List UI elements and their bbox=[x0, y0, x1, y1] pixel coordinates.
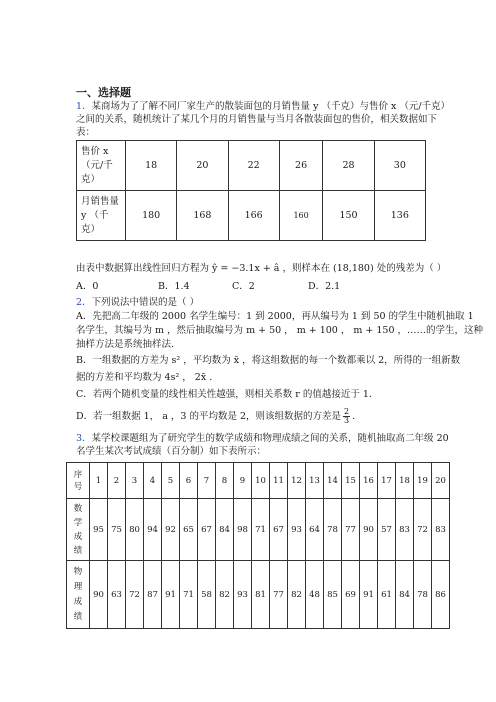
table-cell: 20 bbox=[432, 463, 450, 499]
table-cell: 13 bbox=[306, 463, 324, 499]
q2-option-a-line2: 名学生，其编号为 m ，然后抽取编号为 m + 50 ， m + 100 ， m + 150 ，……的学生，这种 bbox=[76, 325, 484, 336]
table-cell: 93 bbox=[234, 561, 252, 629]
q1-option-b: B．1.4 bbox=[158, 281, 190, 292]
table-cell: 19 bbox=[414, 463, 432, 499]
table-cell: 67 bbox=[198, 499, 216, 561]
table-cell: 150 bbox=[323, 191, 374, 241]
table-cell: 20 bbox=[177, 141, 228, 191]
table-cell: 69 bbox=[342, 561, 360, 629]
table-cell: 93 bbox=[288, 499, 306, 561]
table-cell: 71 bbox=[180, 561, 198, 629]
table-cell: 月销售量 y （千 克） bbox=[77, 191, 126, 241]
table-cell: 7 bbox=[198, 463, 216, 499]
q2-number: 2． bbox=[76, 297, 92, 308]
table-cell: 30 bbox=[374, 141, 425, 191]
table-cell: 92 bbox=[162, 499, 180, 561]
table-cell: 71 bbox=[252, 499, 270, 561]
table-row bbox=[67, 561, 450, 629]
table-cell: 91 bbox=[162, 561, 180, 629]
table-cell: 18 bbox=[126, 141, 177, 191]
table-cell: 78 bbox=[324, 499, 342, 561]
table-cell: 12 bbox=[288, 463, 306, 499]
q2-option-d: D．若一组数据 1， a ，3 的平均数是 2，则该组数据的方差是 $\frac{2}{3}$ . bbox=[76, 407, 356, 425]
table-cell: 77 bbox=[270, 561, 288, 629]
fraction: $\frac{2}{3}$ bbox=[344, 407, 350, 425]
section-title: 一、选择题 bbox=[76, 86, 131, 99]
table-cell: 61 bbox=[378, 561, 396, 629]
table-cell: 售价 x （元/千 克） bbox=[77, 141, 126, 191]
table-cell: 22 bbox=[228, 141, 279, 191]
table-cell: 6 bbox=[180, 463, 198, 499]
table-cell: 80 bbox=[126, 499, 144, 561]
table-cell: 1 bbox=[90, 463, 108, 499]
table-cell: 75 bbox=[108, 499, 126, 561]
q3-line2: 名学生某次考试成绩（百分制）如下表所示： bbox=[76, 446, 267, 457]
table-cell: 78 bbox=[414, 561, 432, 629]
q1-number: 1． bbox=[76, 101, 92, 112]
table-cell: 9 bbox=[234, 463, 252, 499]
table-cell: 82 bbox=[216, 561, 234, 629]
q2-option-b-line1: B．一组数据的方差为 s² ，平均数为 x̄ ，将这组数据的每一个数都乘以 2，所得的一组新数 bbox=[76, 355, 461, 366]
table-cell: 4 bbox=[144, 463, 162, 499]
q1-option-d: D．2.1 bbox=[308, 281, 341, 292]
q1-line1: 1．某商场为了了解不同厂家生产的散装面包的月销售量 y （千克）与售价 x （元/千克） bbox=[76, 101, 451, 112]
q2-option-c: C．若两个随机变量的线性相关性越强，则相关系数 r 的值越接近于 1. bbox=[76, 389, 372, 400]
table-cell: 58 bbox=[198, 561, 216, 629]
q2-stem: 2．下列说法中错误的是（ ） bbox=[76, 297, 200, 308]
table-cell: 14 bbox=[324, 463, 342, 499]
q2-option-b-line2: 据的方差和平均数为 4s² ， 2x̄ . bbox=[76, 372, 213, 383]
table-cell: 17 bbox=[378, 463, 396, 499]
table-cell: 15 bbox=[342, 463, 360, 499]
q2-option-a-line1: A．先把高二年级的 2000 名学生编号：1 到 2000，再从编号为 1 到 50 的学生中随机抽取 1 bbox=[76, 311, 474, 322]
q1-line2: 之间的关系，随机统计了某几个月的月销售量与当月各散装面包的售价，相关数据如下 bbox=[76, 114, 438, 125]
table-cell: 81 bbox=[252, 561, 270, 629]
table-cell: 65 bbox=[180, 499, 198, 561]
table-cell: 83 bbox=[432, 499, 450, 561]
table-cell: 160 bbox=[279, 191, 323, 241]
table-cell: 95 bbox=[90, 499, 108, 561]
table-cell: 86 bbox=[432, 561, 450, 629]
table-cell: 26 bbox=[279, 141, 323, 191]
q1-option-a: A．0 bbox=[76, 281, 99, 292]
table-cell: 85 bbox=[324, 561, 342, 629]
table-cell: 91 bbox=[360, 561, 378, 629]
table-row bbox=[67, 463, 450, 499]
table-cell: 57 bbox=[378, 499, 396, 561]
table-cell: 77 bbox=[342, 499, 360, 561]
q3-number: 3． bbox=[76, 433, 92, 444]
table-cell: 136 bbox=[374, 191, 425, 241]
table-cell: 72 bbox=[126, 561, 144, 629]
table-row bbox=[77, 141, 426, 191]
table-cell: 8 bbox=[216, 463, 234, 499]
q3-table bbox=[66, 462, 450, 629]
table-cell: 63 bbox=[108, 561, 126, 629]
table-cell: 90 bbox=[90, 561, 108, 629]
table-cell: 168 bbox=[177, 191, 228, 241]
table-cell: 10 bbox=[252, 463, 270, 499]
q1-line3: 表： bbox=[76, 127, 96, 138]
table-cell: 67 bbox=[270, 499, 288, 561]
table-cell: 28 bbox=[323, 141, 374, 191]
table-cell: 90 bbox=[360, 499, 378, 561]
table-cell: 5 bbox=[162, 463, 180, 499]
q1-table bbox=[76, 140, 426, 241]
table-cell: 83 bbox=[396, 499, 414, 561]
table-cell: 11 bbox=[270, 463, 288, 499]
table-cell: 物 理 成 绩 bbox=[67, 561, 90, 629]
table-cell: 84 bbox=[396, 561, 414, 629]
table-cell: 18 bbox=[396, 463, 414, 499]
table-cell: 16 bbox=[360, 463, 378, 499]
q1-regression-line: 由表中数据算出线性回归方程为 ŷ = −3.1x + â ，则样本在 (18,180) 处的残差为（ ） bbox=[76, 263, 447, 274]
table-cell: 48 bbox=[306, 561, 324, 629]
table-cell: 82 bbox=[288, 561, 306, 629]
table-cell: 数 学 成 绩 bbox=[67, 499, 90, 561]
table-cell: 84 bbox=[216, 499, 234, 561]
table-row bbox=[77, 191, 426, 241]
table-cell: 64 bbox=[306, 499, 324, 561]
table-cell: 3 bbox=[126, 463, 144, 499]
table-cell: 98 bbox=[234, 499, 252, 561]
q3-line1: 3．某学校课题组为了研究学生的数学成绩和物理成绩之间的关系，随机抽取高二年级 20 bbox=[76, 433, 449, 444]
table-cell: 72 bbox=[414, 499, 432, 561]
table-cell: 94 bbox=[144, 499, 162, 561]
table-cell: 87 bbox=[144, 561, 162, 629]
q2-option-a-line3: 抽样方法是系统抽样法. bbox=[76, 339, 175, 350]
table-cell: 166 bbox=[228, 191, 279, 241]
table-cell: 序 号 bbox=[67, 463, 90, 499]
table-cell: 2 bbox=[108, 463, 126, 499]
q1-option-c: C．2 bbox=[232, 281, 255, 292]
table-cell: 180 bbox=[126, 191, 177, 241]
table-row bbox=[67, 499, 450, 561]
